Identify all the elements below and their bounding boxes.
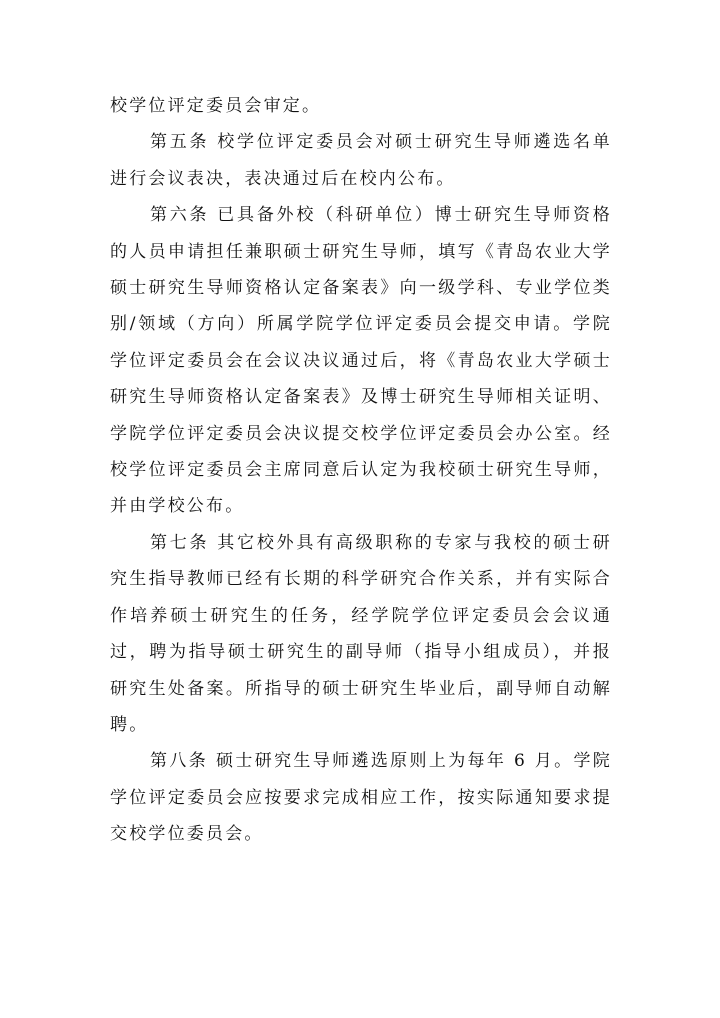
paragraph-text: 校学位评定委员会审定。 bbox=[110, 96, 322, 116]
article-label: 第八条 bbox=[150, 751, 209, 772]
article-text: 校学位评定委员会对硕士研究生导师遴选名单进行会议表决，表决通过后在校内公布。 bbox=[110, 132, 612, 189]
article-5 bbox=[110, 124, 612, 197]
article-6 bbox=[110, 197, 612, 525]
article-label: 第六条 bbox=[150, 205, 210, 226]
article-label: 第五条 bbox=[150, 132, 210, 153]
article-8 bbox=[110, 743, 612, 852]
paragraph-continuation bbox=[110, 88, 612, 124]
article-text: 硕士研究生导师遴选原则上为每年 6 月。学院学位评定委员会应按要求完成相应工作，按实际通知要求提交校学位委员会。 bbox=[110, 751, 612, 845]
article-label: 第七条 bbox=[150, 532, 210, 553]
article-text: 已具备外校（科研单位）博士研究生导师资格的人员申请担任兼职硕士研究生导师，填写《青岛农业大学硕士研究生导师资格认定备案表》向一级学科、专业学位类别/领域（方向）所属学院学位评定委员会提交申请。学院学位评定委员会在会议决议通过后，将《青岛农业大学硕士研究生导师资格认定备案表》及博士研究生导师相关证明、学院学位评定委员会决议提交校学位评定委员会办公室。经校学位评定委员会主席同意后认定为我校硕士研究生导师，并由学校公布。 bbox=[110, 205, 612, 517]
article-text: 其它校外具有高级职称的专家与我校的硕士研究生指导教师已经有长期的科学研究合作关系，并有实际合作培养硕士研究生的任务，经学院学位评定委员会会议通过，聘为指导硕士研究生的副导师（指导小组成员），并报研究生处备案。所指导的硕士研究生毕业后，副导师自动解聘。 bbox=[110, 532, 612, 735]
document-body bbox=[110, 88, 612, 853]
article-7 bbox=[110, 525, 612, 743]
